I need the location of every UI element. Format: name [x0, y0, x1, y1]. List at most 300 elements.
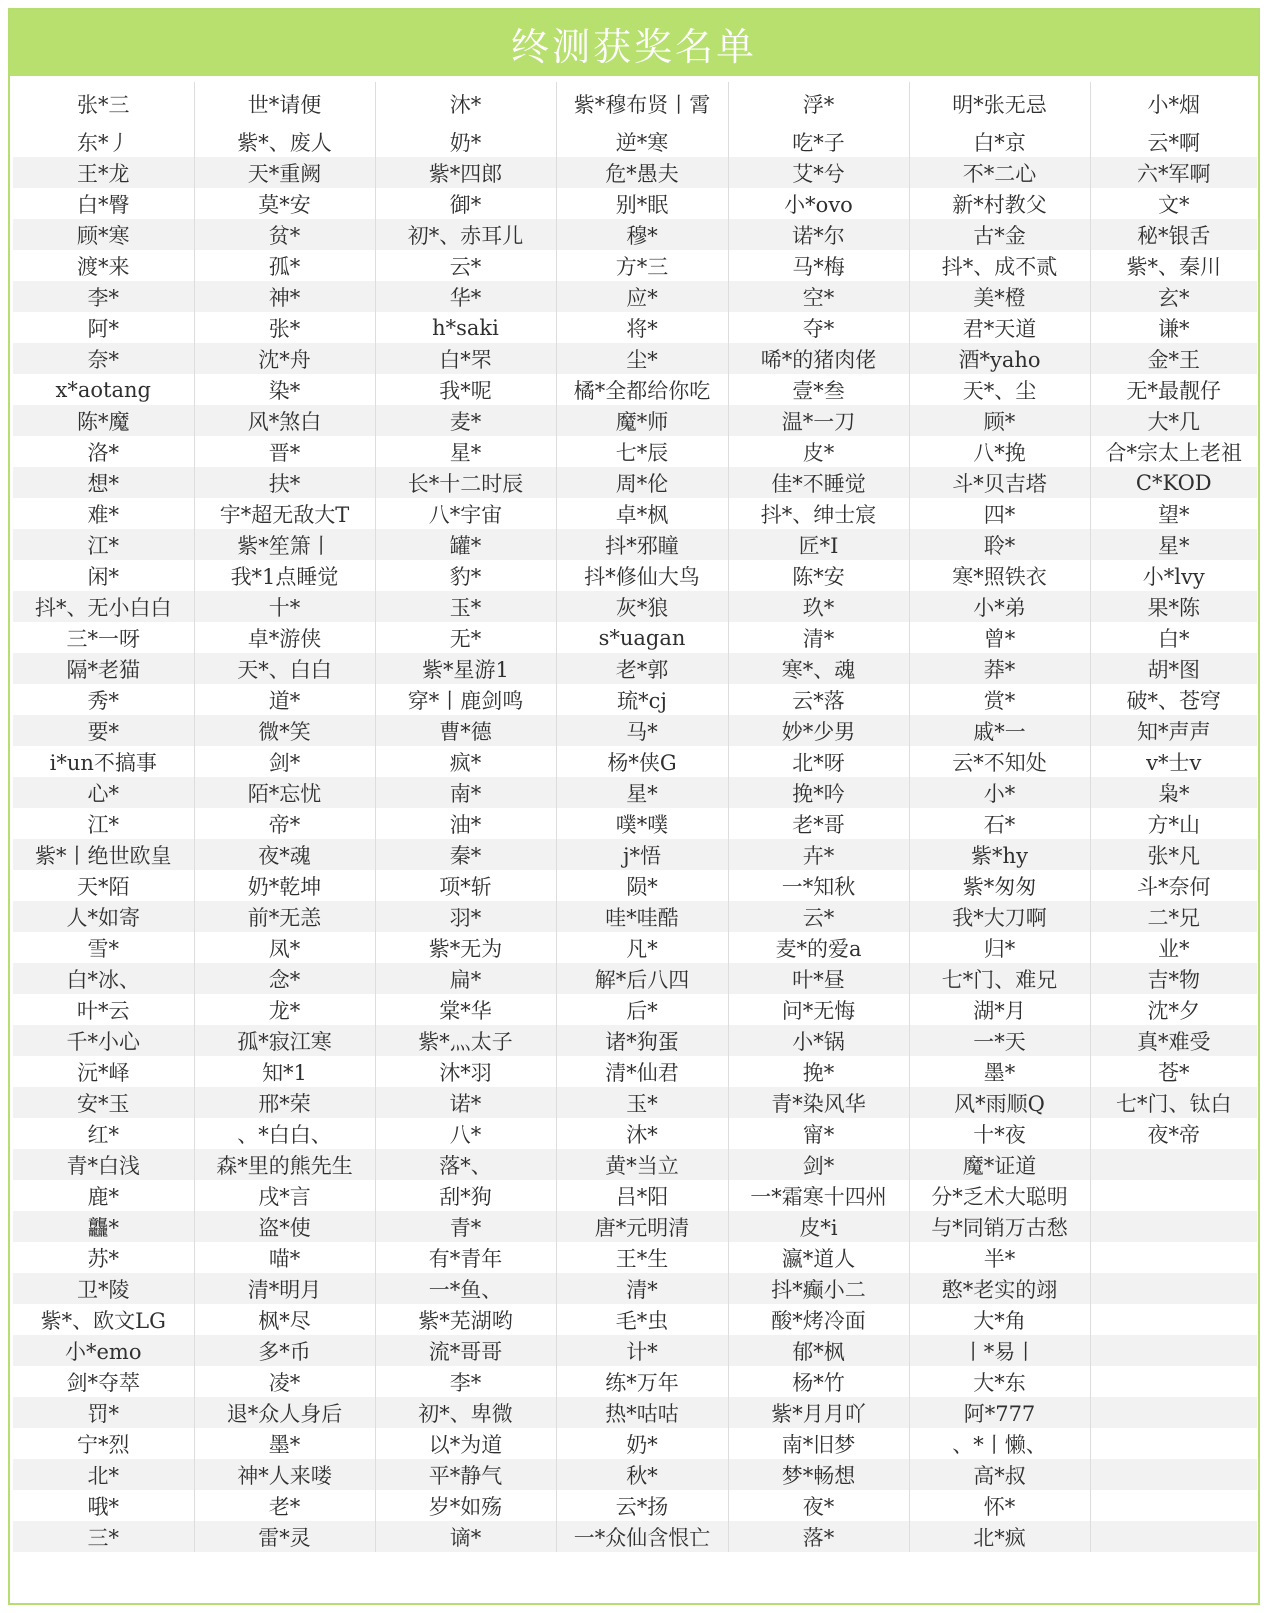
- table-row: [13, 1459, 1257, 1490]
- winner-name-cell: 寒*照铁衣: [909, 560, 1090, 591]
- winner-name-cell: 秋*: [556, 1459, 728, 1490]
- winner-name-cell: 金*王: [1090, 343, 1257, 374]
- table-row: [13, 343, 1257, 374]
- table-row: [13, 436, 1257, 467]
- winner-name-cell: 皮*i: [728, 1211, 909, 1242]
- winner-name-cell: 解*后八四: [556, 963, 728, 994]
- table-row: [13, 932, 1257, 963]
- winner-name-cell: [1090, 1428, 1257, 1459]
- winner-name-cell: 方*三: [556, 250, 728, 281]
- winner-name-cell: 、*白白、: [194, 1118, 375, 1149]
- winner-name-cell: 新*村教父: [909, 188, 1090, 219]
- table-row: [13, 1366, 1257, 1397]
- winner-name-cell: 宁*烈: [13, 1428, 194, 1459]
- winner-name-cell: 、*丨懒、: [909, 1428, 1090, 1459]
- winner-name-cell: 风*煞白: [194, 405, 375, 436]
- winner-name-cell: 老*哥: [728, 808, 909, 839]
- winners-sheet: [8, 8, 1260, 1605]
- winner-name-cell: 周*伦: [556, 467, 728, 498]
- winner-name-cell: 酒*yaho: [909, 343, 1090, 374]
- winner-name-cell: 叶*云: [13, 994, 194, 1025]
- winner-name-cell: 紫*月月吖: [728, 1397, 909, 1428]
- winner-name-cell: 白*臀: [13, 188, 194, 219]
- winner-name-cell: [1090, 1490, 1257, 1521]
- winner-name-cell: 曾*: [909, 622, 1090, 653]
- winner-name-cell: 紫*、欧文LG: [13, 1304, 194, 1335]
- winner-name-cell: 胡*图: [1090, 653, 1257, 684]
- winner-name-cell: 安*玉: [13, 1087, 194, 1118]
- table-row: [13, 653, 1257, 684]
- winner-name-cell: 知*声声: [1090, 715, 1257, 746]
- winner-name-cell: 张*: [194, 312, 375, 343]
- winner-name-cell: 星*: [556, 777, 728, 808]
- winner-name-cell: 戌*言: [194, 1180, 375, 1211]
- winner-name-cell: 长*十二时辰: [375, 467, 556, 498]
- winner-name-cell: 寒*、魂: [728, 653, 909, 684]
- winner-name-cell: 橘*全都给你吃: [556, 374, 728, 405]
- winner-name-cell: 老*郭: [556, 653, 728, 684]
- winner-name-cell: 温*一刀: [728, 405, 909, 436]
- winner-name-cell: 瀛*道人: [728, 1242, 909, 1273]
- winner-name-cell: 大*几: [1090, 405, 1257, 436]
- table-row: [13, 684, 1257, 715]
- table-row: [13, 622, 1257, 653]
- winner-name-cell: 天*、白白: [194, 653, 375, 684]
- winner-name-cell: 十*夜: [909, 1118, 1090, 1149]
- winner-name-cell: 夺*: [728, 312, 909, 343]
- winner-name-cell: 紫*hy: [909, 839, 1090, 870]
- table-row: [13, 157, 1257, 188]
- winner-name-cell: [1090, 1397, 1257, 1428]
- winner-name-cell: 云*: [375, 250, 556, 281]
- table-row: [13, 777, 1257, 808]
- winner-name-cell: 奈*: [13, 343, 194, 374]
- winner-name-cell: 真*难受: [1090, 1025, 1257, 1056]
- winner-name-cell: 空*: [728, 281, 909, 312]
- winner-name-cell: s*uagan: [556, 622, 728, 653]
- winner-name-cell: 阿*777: [909, 1397, 1090, 1428]
- winner-name-cell: 玄*: [1090, 281, 1257, 312]
- winner-name-cell: 八*宇宙: [375, 498, 556, 529]
- winner-name-cell: 哦*: [13, 1490, 194, 1521]
- winner-name-cell: 孤*寂江寒: [194, 1025, 375, 1056]
- winner-name-cell: 龙*: [194, 994, 375, 1025]
- winner-name-cell: 雷*灵: [194, 1521, 375, 1552]
- winner-name-cell: [1090, 1304, 1257, 1335]
- winner-name-cell: 多*币: [194, 1335, 375, 1366]
- winner-name-cell: 三*: [13, 1521, 194, 1552]
- winner-name-cell: 龘*: [13, 1211, 194, 1242]
- winner-name-cell: j*悟: [556, 839, 728, 870]
- winner-name-cell: 小*弟: [909, 591, 1090, 622]
- winner-name-cell: 神*人来喽: [194, 1459, 375, 1490]
- winner-name-cell: 卓*游侠: [194, 622, 375, 653]
- winner-name-cell: 望*: [1090, 498, 1257, 529]
- winner-name-cell: 紫*四郎: [375, 157, 556, 188]
- winner-name-cell: 唏*的猪肉佬: [728, 343, 909, 374]
- winner-name-cell: 方*山: [1090, 808, 1257, 839]
- winner-name-cell: 御*: [375, 188, 556, 219]
- table-row: [13, 1428, 1257, 1459]
- winner-name-cell: 张*三: [13, 82, 194, 126]
- winner-name-cell: 马*: [556, 715, 728, 746]
- winner-name-cell: 奶*: [375, 126, 556, 157]
- winner-name-cell: 陈*安: [728, 560, 909, 591]
- winner-name-cell: 灰*狼: [556, 591, 728, 622]
- winner-name-cell: 知*1: [194, 1056, 375, 1087]
- winner-name-cell: 半*: [909, 1242, 1090, 1273]
- winner-name-cell: 琉*cj: [556, 684, 728, 715]
- winner-name-cell: 紫*匆匆: [909, 870, 1090, 901]
- winner-name-cell: 莫*安: [194, 188, 375, 219]
- winner-name-cell: 卓*枫: [556, 498, 728, 529]
- winner-name-cell: 风*雨顺Q: [909, 1087, 1090, 1118]
- winner-name-cell: 剑*夺萃: [13, 1366, 194, 1397]
- winner-name-cell: 晋*: [194, 436, 375, 467]
- winner-name-cell: 匠*I: [728, 529, 909, 560]
- winner-name-cell: 四*: [909, 498, 1090, 529]
- winner-name-cell: 王*龙: [13, 157, 194, 188]
- winner-name-cell: 剑*: [194, 746, 375, 777]
- winners-table: [13, 82, 1257, 1552]
- winner-name-cell: 紫*无为: [375, 932, 556, 963]
- winner-name-cell: 诺*: [375, 1087, 556, 1118]
- winner-name-cell: 斗*奈何: [1090, 870, 1257, 901]
- winner-name-cell: 七*门、钛白: [1090, 1087, 1257, 1118]
- winner-name-cell: 尘*: [556, 343, 728, 374]
- winner-name-cell: 要*: [13, 715, 194, 746]
- winner-name-cell: 魔*师: [556, 405, 728, 436]
- winner-name-cell: 紫*笙箫丨: [194, 529, 375, 560]
- table-row: [13, 808, 1257, 839]
- winner-name-cell: 道*: [194, 684, 375, 715]
- winner-name-cell: 白*罘: [375, 343, 556, 374]
- winner-name-cell: 枫*尽: [194, 1304, 375, 1335]
- winner-name-cell: 我*1点睡觉: [194, 560, 375, 591]
- winner-name-cell: 北*呀: [728, 746, 909, 777]
- winner-name-cell: 破*、苍穹: [1090, 684, 1257, 715]
- winner-name-cell: 酸*烤冷面: [728, 1304, 909, 1335]
- table-row: [13, 467, 1257, 498]
- winner-name-cell: 隔*老猫: [13, 653, 194, 684]
- winner-name-cell: 凤*: [194, 932, 375, 963]
- winner-name-cell: 油*: [375, 808, 556, 839]
- winner-name-cell: 噗*噗: [556, 808, 728, 839]
- winner-name-cell: 沐*: [556, 1118, 728, 1149]
- table-row: [13, 1273, 1257, 1304]
- winner-name-cell: 岁*如殇: [375, 1490, 556, 1521]
- table-row: [13, 250, 1257, 281]
- winner-name-cell: 有*青年: [375, 1242, 556, 1273]
- winner-name-cell: 别*眠: [556, 188, 728, 219]
- winner-name-cell: 沐*: [375, 82, 556, 126]
- winner-name-cell: 一*天: [909, 1025, 1090, 1056]
- winner-name-cell: 谦*: [1090, 312, 1257, 343]
- winner-name-cell: 赏*: [909, 684, 1090, 715]
- winner-name-cell: [1090, 1459, 1257, 1490]
- winner-name-cell: 落*、: [375, 1149, 556, 1180]
- winner-name-cell: 莽*: [909, 653, 1090, 684]
- table-row: [13, 1087, 1257, 1118]
- winner-name-cell: 云*: [728, 901, 909, 932]
- winner-name-cell: 青*: [375, 1211, 556, 1242]
- winner-name-cell: 唐*元明清: [556, 1211, 728, 1242]
- table-row: [13, 715, 1257, 746]
- winner-name-cell: 前*无恙: [194, 901, 375, 932]
- winner-name-cell: 棠*华: [375, 994, 556, 1025]
- winner-name-cell: 一*霜寒十四州: [728, 1180, 909, 1211]
- winner-name-cell: 卉*: [728, 839, 909, 870]
- page-title: 终测获奖名单: [10, 10, 1258, 76]
- winner-name-cell: 北*: [13, 1459, 194, 1490]
- winner-name-cell: 云*落: [728, 684, 909, 715]
- winner-name-cell: 穆*: [556, 219, 728, 250]
- table-row: [13, 1490, 1257, 1521]
- winner-name-cell: 沐*羽: [375, 1056, 556, 1087]
- winner-name-cell: 以*为道: [375, 1428, 556, 1459]
- winner-name-cell: 危*愚夫: [556, 157, 728, 188]
- winner-name-cell: 平*静气: [375, 1459, 556, 1490]
- winner-name-cell: 谪*: [375, 1521, 556, 1552]
- winner-name-cell: 奶*: [556, 1428, 728, 1459]
- winner-name-cell: 小*锅: [728, 1025, 909, 1056]
- winner-name-cell: 洛*: [13, 436, 194, 467]
- table-row: [13, 1397, 1257, 1428]
- table-row: [13, 560, 1257, 591]
- table-row: [13, 1521, 1257, 1552]
- winner-name-cell: 想*: [13, 467, 194, 498]
- winner-name-cell: 清*仙君: [556, 1056, 728, 1087]
- winner-name-cell: 星*: [375, 436, 556, 467]
- table-row: [13, 591, 1257, 622]
- winner-name-cell: 无*: [375, 622, 556, 653]
- winner-name-cell: 三*一呀: [13, 622, 194, 653]
- winner-name-cell: 湖*月: [909, 994, 1090, 1025]
- winner-name-cell: 秦*: [375, 839, 556, 870]
- winner-name-cell: 曹*德: [375, 715, 556, 746]
- winner-name-cell: 秘*银舌: [1090, 219, 1257, 250]
- table-row: [13, 1242, 1257, 1273]
- winner-name-cell: [1090, 1149, 1257, 1180]
- winner-name-cell: 怀*: [909, 1490, 1090, 1521]
- winner-name-cell: 君*天道: [909, 312, 1090, 343]
- winner-name-cell: 高*叔: [909, 1459, 1090, 1490]
- winner-name-cell: 我*呢: [375, 374, 556, 405]
- winner-name-cell: 喵*: [194, 1242, 375, 1273]
- winner-name-cell: 戚*一: [909, 715, 1090, 746]
- winner-name-cell: 紫*灬太子: [375, 1025, 556, 1056]
- winner-name-cell: 小*lvy: [1090, 560, 1257, 591]
- winner-name-cell: 吕*阳: [556, 1180, 728, 1211]
- winner-name-cell: 七*辰: [556, 436, 728, 467]
- winner-name-cell: 紫*星游1: [375, 653, 556, 684]
- winner-name-cell: 应*: [556, 281, 728, 312]
- winner-name-cell: 小*ovo: [728, 188, 909, 219]
- winner-name-cell: 将*: [556, 312, 728, 343]
- winner-name-cell: 斗*贝吉塔: [909, 467, 1090, 498]
- winner-name-cell: 八*挽: [909, 436, 1090, 467]
- winner-name-cell: 诸*狗蛋: [556, 1025, 728, 1056]
- winner-name-cell: 天*陌: [13, 870, 194, 901]
- table-row: [13, 188, 1257, 219]
- table-row: [13, 1180, 1257, 1211]
- winner-name-cell: 难*: [13, 498, 194, 529]
- winner-name-cell: 墨*: [194, 1428, 375, 1459]
- winner-name-cell: 穿*丨鹿剑鸣: [375, 684, 556, 715]
- table-row: [13, 374, 1257, 405]
- winner-name-cell: 南*旧梦: [728, 1428, 909, 1459]
- winner-name-cell: 小*: [909, 777, 1090, 808]
- table-row: [13, 746, 1257, 777]
- winner-name-cell: 古*金: [909, 219, 1090, 250]
- winner-name-cell: 青*染风华: [728, 1087, 909, 1118]
- winner-name-cell: 郁*枫: [728, 1335, 909, 1366]
- table-row: [13, 994, 1257, 1025]
- winner-name-cell: 北*疯: [909, 1521, 1090, 1552]
- winner-name-cell: 云*扬: [556, 1490, 728, 1521]
- winner-name-cell: 初*、赤耳儿: [375, 219, 556, 250]
- winner-name-cell: 小*烟: [1090, 82, 1257, 126]
- winner-name-cell: 夜*魂: [194, 839, 375, 870]
- winner-name-cell: 紫*丨绝世欧皇: [13, 839, 194, 870]
- winner-name-cell: 妙*少男: [728, 715, 909, 746]
- winner-name-cell: 红*: [13, 1118, 194, 1149]
- winner-name-cell: 雪*: [13, 932, 194, 963]
- winner-name-cell: 吃*子: [728, 126, 909, 157]
- winner-name-cell: 渡*来: [13, 250, 194, 281]
- table-row: [13, 1211, 1257, 1242]
- winner-name-cell: 业*: [1090, 932, 1257, 963]
- table-row: [13, 219, 1257, 250]
- winner-name-cell: 白*冰、: [13, 963, 194, 994]
- winners-table-body: [13, 82, 1257, 1552]
- table-row: [13, 405, 1257, 436]
- winner-name-cell: 陌*忘忧: [194, 777, 375, 808]
- winner-name-cell: 云*不知处: [909, 746, 1090, 777]
- winner-name-cell: 不*二心: [909, 157, 1090, 188]
- winner-name-cell: 憨*老实的翊: [909, 1273, 1090, 1304]
- winner-name-cell: [1090, 1521, 1257, 1552]
- winner-name-cell: 云*啊: [1090, 126, 1257, 157]
- winner-name-cell: 一*知秋: [728, 870, 909, 901]
- winner-name-cell: 分*乏术大聪明: [909, 1180, 1090, 1211]
- winner-name-cell: 美*橙: [909, 281, 1090, 312]
- winner-name-cell: 凡*: [556, 932, 728, 963]
- winner-name-cell: 黄*当立: [556, 1149, 728, 1180]
- winner-name-cell: [1090, 1211, 1257, 1242]
- winner-name-cell: [1090, 1366, 1257, 1397]
- winner-name-cell: 大*东: [909, 1366, 1090, 1397]
- winner-name-cell: 叶*昼: [728, 963, 909, 994]
- winner-name-cell: 枭*: [1090, 777, 1257, 808]
- winner-name-cell: 清*: [728, 622, 909, 653]
- winner-name-cell: 文*: [1090, 188, 1257, 219]
- winner-name-cell: 杨*侠G: [556, 746, 728, 777]
- winner-name-cell: 七*门、难兄: [909, 963, 1090, 994]
- winner-name-cell: 秀*: [13, 684, 194, 715]
- winner-name-cell: 八*: [375, 1118, 556, 1149]
- winner-name-cell: 东*丿: [13, 126, 194, 157]
- winner-name-cell: 项*斩: [375, 870, 556, 901]
- winner-name-cell: 抖*、成不贰: [909, 250, 1090, 281]
- winner-name-cell: 抖*癫小二: [728, 1273, 909, 1304]
- winner-name-cell: 千*小心: [13, 1025, 194, 1056]
- winner-name-cell: 落*: [728, 1521, 909, 1552]
- winner-name-cell: 十*: [194, 591, 375, 622]
- winner-name-cell: 苍*: [1090, 1056, 1257, 1087]
- winner-name-cell: 沅*峄: [13, 1056, 194, 1087]
- winner-name-cell: 甯*: [728, 1118, 909, 1149]
- winner-name-cell: 一*众仙含恨亡: [556, 1521, 728, 1552]
- winner-name-cell: 浮*: [728, 82, 909, 126]
- winner-name-cell: 流*哥哥: [375, 1335, 556, 1366]
- winner-name-cell: 六*军啊: [1090, 157, 1257, 188]
- winner-name-cell: 聆*: [909, 529, 1090, 560]
- winner-name-cell: 果*陈: [1090, 591, 1257, 622]
- table-row: [13, 281, 1257, 312]
- table-row: [13, 1056, 1257, 1087]
- winner-name-cell: 刮*狗: [375, 1180, 556, 1211]
- winner-name-cell: 马*梅: [728, 250, 909, 281]
- winner-name-cell: 世*请便: [194, 82, 375, 126]
- winner-name-cell: 合*宗太上老祖: [1090, 436, 1257, 467]
- table-row: [13, 1118, 1257, 1149]
- winner-name-cell: 夜*帝: [1090, 1118, 1257, 1149]
- table-row: [13, 312, 1257, 343]
- table-row: [13, 1304, 1257, 1335]
- winner-name-cell: 顾*: [909, 405, 1090, 436]
- winner-name-cell: 无*最靓仔: [1090, 374, 1257, 405]
- winner-name-cell: 陨*: [556, 870, 728, 901]
- winner-name-cell: 染*: [194, 374, 375, 405]
- winner-name-cell: 明*张无忌: [909, 82, 1090, 126]
- winner-name-cell: 陈*魔: [13, 405, 194, 436]
- winner-name-cell: 闲*: [13, 560, 194, 591]
- winner-name-cell: 与*同销万古愁: [909, 1211, 1090, 1242]
- winner-name-cell: 墨*: [909, 1056, 1090, 1087]
- winner-name-cell: 哇*哇酷: [556, 901, 728, 932]
- winner-name-cell: 老*: [194, 1490, 375, 1521]
- winner-name-cell: 凌*: [194, 1366, 375, 1397]
- winner-name-cell: 初*、卑微: [375, 1397, 556, 1428]
- winner-name-cell: 羽*: [375, 901, 556, 932]
- winner-name-cell: 苏*: [13, 1242, 194, 1273]
- winner-name-cell: 皮*: [728, 436, 909, 467]
- table-row: [13, 126, 1257, 157]
- winner-name-cell: 剑*: [728, 1149, 909, 1180]
- winner-name-cell: 江*: [13, 808, 194, 839]
- winner-name-cell: 青*白浅: [13, 1149, 194, 1180]
- winner-name-cell: 罚*: [13, 1397, 194, 1428]
- winner-name-cell: 石*: [909, 808, 1090, 839]
- winner-name-cell: 扁*: [375, 963, 556, 994]
- winner-name-cell: [1090, 1242, 1257, 1273]
- winner-name-cell: i*un不搞事: [13, 746, 194, 777]
- winner-name-cell: 神*: [194, 281, 375, 312]
- table-row: [13, 529, 1257, 560]
- table-row: [13, 1335, 1257, 1366]
- winner-name-cell: 疯*: [375, 746, 556, 777]
- winner-name-cell: x*aotang: [13, 374, 194, 405]
- winner-name-cell: 清*明月: [194, 1273, 375, 1304]
- winner-name-cell: 白*: [1090, 622, 1257, 653]
- table-row: [13, 963, 1257, 994]
- winner-name-cell: [1090, 1180, 1257, 1211]
- winner-name-cell: 白*京: [909, 126, 1090, 157]
- winner-name-cell: 紫*穆布贤丨霄: [556, 82, 728, 126]
- winner-name-cell: 江*: [13, 529, 194, 560]
- table-row: [13, 870, 1257, 901]
